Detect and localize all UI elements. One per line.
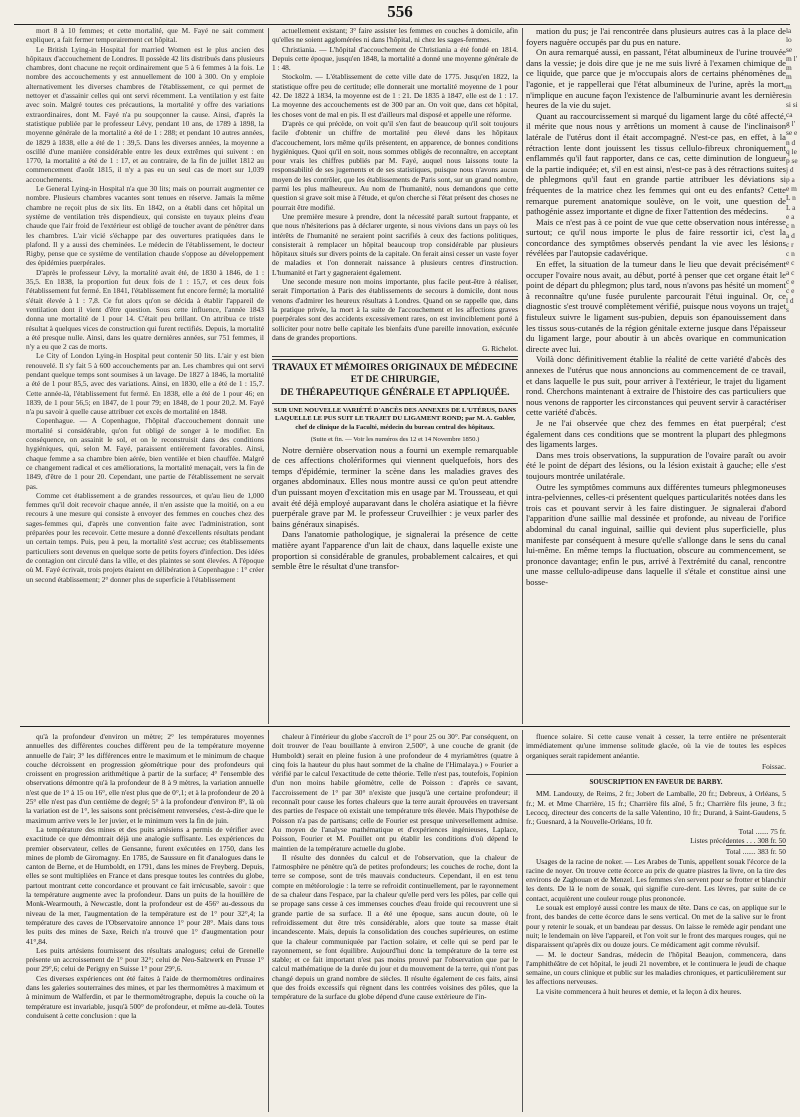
total-label: Total xyxy=(738,826,754,836)
paragraph: D'après le professeur Lévy, la mortalité avait été, de 1830 à 1846, de 1 : 35,5. En 1838, la proportion fut deux fois de 1 : 15,7, et ces deux fois l'établissement fut fermé. En 1841, l'établissement fut encore fermé; la mortalité s'était élevée à 1 : 7,8. Ce fut alors qu'on se décida à établir l'appareil de ventilation dont il vient d'être question. Sous cette influence, l'année 1843 donna une mortalité de 1 pour 14. C'était peu brillant. On attribua ce triste résultat à quelques vices de construction qui furent rectifiés. Depuis, la mortalité a été presque nulle. Ainsi, dans les quatre dernières années, sur 751 femmes, il n'y a eu que 2 cas de morts. xyxy=(26,267,264,352)
column-separator xyxy=(522,28,523,724)
subscription-list xyxy=(526,789,786,856)
column-separator xyxy=(268,730,269,1112)
section-heading: TRAVAUX ET MÉMOIRES ORIGINAUX DE MÉDECINE ET DE CHIRURGIE, xyxy=(272,363,518,385)
paragraph: actuellement existant; 3° faire assister les femmes en couches à domicile, afin qu'elles ne soient agglomérées ni dans l'hôpital, ni chez les sages-femmes. xyxy=(272,26,518,45)
paragraph: mort 8 à 10 femmes; et cette mortalité, que M. Fayé ne sait comment expliquer, a fait fermer temporairement cet hôpital. xyxy=(26,26,264,45)
previous-lists-value: 308 fr. 50 xyxy=(757,835,786,845)
paragraph: Je ne l'ai observée que chez des femmes en état puerpéral; c'est également dans ces conditions que se montrent la plupart des phlegmons des ligaments larges. xyxy=(526,417,786,450)
paragraph: On aura remarqué aussi, en passant, l'état albumineux de l'urine trouvée dans la vessie; je dois dire que je ne me suis livré à l'examen chimique de ce liquide, que parce que je m'occupais alors de certains phénomènes de l'agonie, et je rappellerai que l'état albumineux de l'urine, après la mort, n'implique en aucune façon l'existence de l'albuminurie avant les dernières heures de la vie du sujet. xyxy=(526,47,786,111)
paragraph: Ces diverses expériences ont été faites à l'aide de thermomètres ordinaires dans les galeries souterraines des mines, et par les thermomètres à maximum et à minimum de Walferdin, et par le thermométrographe, depuis la couche où la température est invariable, jusqu'à 500° de profondeur, et même au-delà. Toutes conduisent à cette conclusion : que la xyxy=(26,973,264,1020)
previous-lists-label: Listes précédentes xyxy=(690,835,745,845)
grand-total-row: Total ....... 383 fr. 50 xyxy=(725,847,786,857)
section-subheading: DE THÉRAPEUTIQUE GÉNÉRALE ET APPLIQUÉE. xyxy=(280,388,510,399)
divider xyxy=(272,403,518,404)
subscription-title: SOUSCRIPTION EN FAVEUR DE BARBY. xyxy=(589,778,723,787)
subscription-donors: MM. Landouzy, de Reims, 2 fr.; Jobert de Lamballe, 20 fr.; Debreux, à Orléans, 5 fr.; M. et Mme Charrière, 15 fr.; Charrière fils aîné, 5 fr.; Charrière fils jeune, 3 fr.; Lecocq, directeur des concerts de la salle Valentino, 10 fr.; Durand, à Saint-Gaudens, 5 fr.; Guesnard, à la Nouvelle-Orléans, 10 fr. xyxy=(526,789,786,827)
column-separator xyxy=(522,730,523,1112)
divider xyxy=(526,774,786,775)
paragraph: Voilà donc définitivement établie la réalité de cette variété d'abcès des annexes de l'utérus que nous annoncions au commencement de ce travail, et dans laquelle le pus suit, pour arriver à l'extérieur, le trajet du ligament rond. Cherchons maintenant à extraire de l'histoire des cas particuliers que nous venons de rapporter les circonstances qui peuvent servir à caractériser cette variété d'abcès. xyxy=(526,354,786,418)
top-rule xyxy=(14,24,790,25)
paragraph: Le souak est employé aussi contre les maux de tête. Dans ce cas, on applique sur le front, des bandes de cette écorce dans le sens vertical. On met de la salive sur le front pour y retenir le souak, et un bandeau par dessus. On laisse le remède agir pendant une nuit; le lendemain on lève l'appareil, et l'on voit sur le front des marques rouges, qui ne disparaissent qu'après dix ou douze jours. Ce médicament agit comme révulsif. xyxy=(526,903,786,950)
paragraph: Une première mesure à prendre, dont la nécessité paraît surtout frappante, et que nous n'hésiterions pas à déclarer urgente, si nous vivions dans un pays où les intérêts de l'humanité ne seraient point sacrifiés à ceux des factions politiques, consisterait à remplacer un hôpital beaucoup trop considérable par plusieurs hôpitaux situés sur divers points de la capitale. On ferait ainsi cesser un vaste foyer de maladies et l'on donnerait naissance à plusieurs centres d'instruction. L'humanité et l'art y gagneraient également. xyxy=(272,211,518,277)
paragraph: qu'à la profondeur d'environ un mètre; 2° les températures moyennes annuelles des différentes couches diffèrent peu de la température moyenne annuelle de l'air; 3° les différences entre le maximum et le minimum de chaque couche décroissent en progression géométrique pour des profondeurs qui croissent en progression arithmétique à partir de la surface; 4° l'ensemble des observations démontre qu'à la profondeur de 8 à 9 mètres, la variation annuelle n'est que de 1° à 15 ou 16°, elle n'est plus que de 0°,1; et à la profondeur de 20 à 25° elle n'est pas d'un centième de degré; 5° à la profondeur d'environ 8°, là où la variation est de 1°, les saisons sont précisément renversées, c'est-à-dire que le maximum arrive vers le 1er juvier, et le minimum vers la fin de juin. xyxy=(26,732,264,825)
paragraph: fluence solaire. Si cette cause venait à cesser, la terre entière ne présenterait immédiatement qu'une immense solitude glacée, où la vie de toutes les espèces organiques serait rapidement anéantie. xyxy=(526,732,786,760)
column-1 xyxy=(26,26,264,714)
total-value: 75 fr. xyxy=(770,826,786,836)
paragraph: Quant au raccourcissement si marqué du ligament large du côté affecté, il mérite que nous nous y arrêtions un moment à cause de l'inclinaison latérale de l'utérus dont il était accompagné. N'est-ce pas, en effet, à la rétraction lente dont jouissent les tissus cellulo-fibreux chroniquement enflammés qu'il faut rapporter, dans ce cas, cette diminution de longueur de la partie indiquée; et, s'il en est ainsi, n'est-ce pas à des rétractions suites de phlegmons qu'il faut en grande partie attribuer les déviations si fréquentes de la matrice chez les femmes qui ont eu des enfants? Cette remarque purement anatomique soulève, on le voit, une question de pathogénie assez importante et digne de fixer l'attention des médecins. xyxy=(526,110,786,217)
paragraph: La visite commencera à huit heures et demie, et la leçon à dix heures. xyxy=(536,986,742,996)
feuilleton-rule xyxy=(20,726,790,727)
article-title: SUR UNE NOUVELLE VARIÉTÉ D'ABCÈS DES ANNEXES DE L'UTÉRUS, DANS LAQUELLE LE PUS SUIT LE TRAJET DU LIGAMENT ROND; par M. A. Gubler, chef de clinique de la Faculté, médecin du bureau central des hôpitaux. xyxy=(273,406,517,431)
paragraph: chaleur à l'intérieur du globe s'accroît de 1° pour 25 ou 30°. Par conséquent, on doit trouver de l'eau bouillante à environ 2,500°, à une couche de granit (de Humboldt) serait en pleine fusion à une profondeur de 4 myriamètres (quatre à cinq fois la hauteur du plus haut sommet de la chaîne de l'Himalaya.) » Fourier a vérifié par le calcul l'exactitude de cette théorie. Telle n'est pas, toutefois, l'opinion d'un non moins habile géomètre, celle de Poisson : d'après ce savant, l'accroissement de 1° par 30° n'existe que jusqu'à une certaine profondeur; il reconnaît pour cause les fortes chaleurs que la terre aurait éprouvées en traversant des parties de l'espace où existait une température très élevée. Mais l'hypothèse de Poisson n'a pas de partisans; celle de Fourier est presque universellement admise. Au moyen de l'analyse mathématique et d'expériences ingénieuses, Laplace, Poisson, Fourier et M. Pouillet ont pu établir les conditions d'où dépend le maintien de la température actuelle du globe. xyxy=(272,732,518,853)
paragraph: Mais ce n'est pas à ce point de vue que cette observation nous intéresse surtout; ce qu'il nous importe le plus de faire ressortir ici, c'est la concordance des symptômes observés pendant la vie avec les lésions révélées par l'autopsie cadavérique. xyxy=(526,216,786,259)
paragraph: Le City of London Lying-in Hospital peut contenir 50 lits. L'air y est bien renouvelé. Il s'y fait 5 à 600 accouchements par an. Les chambres qui ont servi pendant quelque temps sont soumises à un lavage. De 1827 à 1846, la mortalité a été de 1 pour 85,5, avec des variations. Ainsi, en 1830, elle a été de 1 : 15,7. Cette année-là, l'établissement fut fermé. En 1838, elle a été de 1 pour 46; en 1839, de 1 pour 56,5; en 1847, de 1 pour 79; en 1848, de 1 pour 20,2. M. Fayé n'a pu savoir à quelle cause attribuer cet excès de mortalité en 1848. xyxy=(26,351,264,417)
paragraph: Il résulte des données du calcul et de l'observation, que la chaleur de l'atmosphère ne pénètre qu'à de petites profondeurs; les couches de roche, dont la terre se compose, sont de très mauvais conducteurs. Cependant, il en est tenu compte en météorologie : la terre se refroidit continuellement, par le rayonnement de sa chaleur dans l'espace, par la chaleur qu'elle perd vers les pôles, par celle qui se propage sans cesse à ces immenses couches d'eau froide qui recouvrent une si grande partie de sa surface. Il a été une époque, sans aucun doute, où le refroidissement dut être très considérable, alors que toute sa masse était incandescente. Mais, depuis la consolidation des couches supérieures, on estime que la chaleur communiquée par l'action solaire, et celle qui se perd par le rayonnement, se font équilibre. Aujourd'hui donc la température de la terre est stable; et ce fait important n'est pas moins prouvé par l'observation que par le calcul mathématique de la durée du jour et du mouvement de la terre, qui n'ont pas changé depuis un grand nombre de siècles. Il résulte également de ces faits, ainsi que des froids excessifs qui règnent dans les contrées voisines des pôles, que la température de la surface du globe dépend d'une cause extérieure de l'in- xyxy=(272,852,518,1002)
column-3 xyxy=(526,26,786,714)
author-signature: Foissac. xyxy=(761,761,786,771)
paragraph: — M. le docteur Sandras, médecin de l'hôpital Beaujon, commencera, dans l'amphithéâtre de cet hôpital, le jeudi 21 novembre, et le continuera le jeudi de chaque semaine, un cours clinique et public sur les maladies chroniques, et particulièrement sur les affections nerveuses. xyxy=(526,949,786,987)
paragraph: mation du pus; je l'ai rencontrée dans plusieurs autres cas à la place de foyers naguère occupés par du pus en nature. xyxy=(526,26,786,47)
paragraph: Notre dernière observation nous a fourni un exemple remarquable de ces affections cholériformes qui viennent quelquefois, hors des temps d'épidémie, terminer la scène dans les maladies graves des organes abdominaux. Elles nous montre aussi ce qu'on peut attendre d'un puissant moyen d'excitation mis en usage par M. Trousseau, et qui avait été déjà employé auparavant dans le choléra asiatique et la fièvre puerpérale grave par M. le professeur Cruveilhier : je veux parler des bains généraux sinapisés. xyxy=(272,444,518,529)
paragraph: Dans mes trois observations, la suppuration de l'ovaire paraît ou avoir été le point de départ des lésions, ou la lésion existait à gauche; elle s'est toujours montrée unilatérale. xyxy=(526,449,786,481)
paragraph: Le General Lying-in Hospital n'a que 30 lits; mais on pourrait augmenter ce nombre. Plusieurs chambres vacantes sont tenues en réserve. Jamais la même chambre ne reçoit plus de six lits. En 1842, on a établi dans cet hôpital un système de ventilation très dispendieux, qui consiste en tuyaux pleins d'eau chaude que l'air froid de l'extérieur est obligé de toucher avant de pénétrer dans les chambres. L'air vicié s'échappe par des ouvertures pratiquées dans le plafond. Il y a aussi des cheminées. Le médecin de l'établissement, le docteur Rigby, pense que ce système de ventilation chaude s'oppose au développement des épidémies puerpérales. xyxy=(26,184,264,268)
paragraph: Les puits artésiens fournissent des résultats analogues; celui de Grenelle présente un accroissement de 1° pour 32°; celui de Neu-Salzwerk en Prusse 1° pour 29°,6; celui de Perigny en Suisse 1° pour 29°,6. xyxy=(26,945,264,974)
paragraph: Stockolm. — L'établissement de cette ville date de 1775. Jusqu'en 1822, la statistique offre peu de certitude; elle donnerait une mortalité moyenne de 1 pour 42. De 1822 à 1834, la moyenne est de 1 : 21. De 1835 à 1847, elle est de 1 : 17. La moyenne des accouchements est de 300 par an. On voit que, dans cet hôpital, les choses vont de mal en pis. Il est d'ailleurs mal disposé et appelle une réforme. xyxy=(272,72,518,119)
author-signature: G. Richelot. xyxy=(482,344,518,354)
grand-total-label: Total xyxy=(725,847,741,857)
article-reference: (Suite et fin. — Voir les numéros des 12 et 14 Novembre 1850.) xyxy=(310,436,480,444)
cut-off-edge-text: la lo se m l' m m m in si si ca g l' se e n d q le p se j d p a e m L n L a e a c n a d c r c n e c a c c e c e l d s xyxy=(786,26,798,314)
column-2 xyxy=(272,26,518,714)
paragraph: Copenhague. — A Copenhague, l'hôpital d'accouchement donnait une mortalité si considérable, qu'on fut obligé de songer à le modifier. En conséquence, on assainit le sol, et on le reconstruisit dans des conditions hygiéniques, qui, selon M. Fayé, paraissent entièrement favorables. Ainsi, chaque femme a sa chambre bien aérée, bien ventilée et bien chauffée. Malgré ce changement radical et ces améliorations, la mortalité menaçait, vers la fin de 1849, d'être de 1 pour 20. Cependant, une partie de l'établissement ne servait pas. xyxy=(26,416,264,491)
feuilleton-column-1 xyxy=(26,732,264,1112)
page-number: 556 xyxy=(387,2,413,21)
subscription-total-row: Total ....... 75 fr. xyxy=(738,826,786,836)
paragraph: Une seconde mesure non moins importante, plus facile peut-être à réaliser, serait l'importation à Paris des établissements de secours à domicile, dont nous venons d'admirer les heureux résultats à Londres. Quand on se rappelle que, dans la pratique privée, la mort à la suite de l'accouchement et les affections graves puerpérales sont des accidents excessivement rares, on est invinciblement porté à solliciter pour notre belle capitale les bienfaits d'une pareille innovation, exécutée dans de grandes proportions. xyxy=(272,277,518,342)
grand-total-value: 383 fr. 50 xyxy=(757,847,786,857)
feuilleton-column-3 xyxy=(526,732,786,1112)
paragraph: La température des mines et des puits artésiens a permis de vérifier avec exactitude ce que démontrait déjà une analogie suffisante. Les expériences du premier observateur, celles de Gensanne, furent exécutées en 1750, dans les mines de plomb de Giromagny. En 1785, de Saussure en fit d'analogues dans le canton de Berne, et de Humboldt, en 1791, dans les mines de Freyberg. Depuis, elles se sont multipliées en France et dans presque toutes les contrées du globe, partout montrant cette concordance et prouvant ce fait irrécusable, savoir : que la température augmente avec la profondeur. Dans un puits de la houillère de Monk-Wearmouth, à Newcastle, dont la profondeur est de 456° au-dessous du niveau de la mer, l'augmentation de la température est de 1° pour 32°,4; la température des caves de l'Observatoire annonce 1° pour 28°. Mais dans tous les puits des mines de Saxe, Reich n'a trouvé que 1° d'augmentation pour 41°,84. xyxy=(26,824,264,946)
paragraph: Le British Lying-in Hospital for married Women est le plus ancien des hôpitaux d'accouchement de Londres. Il possède 42 lits distribués dans plusieurs chambres, dont chacune ne reçoit ordinairement que 5 à 6 femmes à la fois. Le nombre des accouchements y est annuellement de 100 à 300. On y emploie alternativement les diverses chambres de l'établissement, ce qui permet de nettoyer et d'assainir celles qui ont servi récemment. La ventilation y est faite avec soin. Malgré toutes ces précautions, la mortalité y offre des variations extraordinaires, dont M. Fayé n'a pu soupçonner la cause. Ainsi, d'après la statistique publiée par le professeur Lévy, pendant 10 ans, de 1789 à 1898, la moyenne générale de la mortalité a été de 1 : 288; et pendant 10 autres années, de 1829 à 1838, elle a été de 1 : 39,5. Dans les diverses années, la moyenne a oscillé d'une manière considérable entre les deux extrêmes qui suivent : en 1770, la mortalité a été de 1 : 17, et au contraire, de la fin de juillet 1812 au commencement d'août 1815, il n'y a pas eu un seul cas de mort sur 1,039 accouchements. xyxy=(26,44,264,184)
paragraph: Christiania. — L'hôpital d'accouchement de Christiania a été fondé en 1814. Depuis cette époque, jusqu'en 1848, la mortalité a donné une moyenne générale de 1 : 48. xyxy=(272,44,518,73)
paragraph: En effet, la situation de la tumeur dans le lieu que devait précisément occuper l'ovaire nous avait, au début, porté à penser que cet organe était le point de départ du phlegmon; plus tard, nous n'avons pas hésité un moment à reconnaître qu'une fusée purulente parcourait l'étui inguinal. Or, ce diagnostic s'est trouvé complètement vérifié, puisque nous voyons un trajet fistuleux suivre le ligament sus-pubien, depuis son épanouissement dans les tissus sous-cutanés de la région génitale externe jusque dans l'épaisseur du ligament large, pour aboutir à un abcès ovarique en communication directe avec lui. xyxy=(526,259,786,354)
paragraph: Comme cet établissement a de grandes ressources, et qu'au lieu de 1,000 femmes qu'il doit recevoir chaque année, il n'en assiste que la moitié, on a eu recours à une mesure qui consiste à envoyer des femmes en couches chez des sages-femmes qui, d'après une convention faite avec l'administration, sont préparées pour les recevoir. Cette mesure a donné d'excellents résultats pendant un certain temps. Puis, peu à peu, la mortalité s'est accrue; ces établissements particuliers sont devenus en quelque sorte de petits foyers d'infection. Des idées de contagion ont circulé dans la ville, et des plaintes se sont élevées. A l'époque où M. Fayé écrivait, trois projets étaient en délibération à Copenhague : 1° créer un second établissement; 2° donner plus de superficie à l'établissement xyxy=(26,490,264,584)
paragraph: Outre les symptômes communs aux différentes tumeurs phlegmoneuses intra-pelviennes, celles-ci présentent quelques particularités notées dans les trois cas et pouvant servir à les faire distinguer. Je signalerai d'abord l'apparition d'une saillie mal dessinée et profonde, au niveau de l'orifice abdominal du canal inguinal, saillie qui devient plus superficielle, plus manifeste par conséquent à mesure qu'elle s'allonge dans le sens du canal lui-même. En même temps la fluctuation, obscure au commencement, se prononce davantage; enfin le pus, arrivé à l'extrémité du canal, rencontre une masse cellulo-adipeuse dans laquelle il s'étale et constitue ainsi une bosse- xyxy=(526,481,786,587)
paragraph: Dans l'anatomie pathologique, je signalerai la présence de cette matière ayant l'apparence d'un lait de chaux, dans laquelle existe une proportion si considérable de granules, probablement calcaires, et qui semble être le résultat d'une transfor- xyxy=(272,529,518,572)
paragraph: D'après ce qui précède, on voit qu'il s'en faut de beaucoup qu'il soit toujours facile d'obtenir un chiffre de mortalité peu élevé dans les hôpitaux d'accouchement, lors même qu'ils présentent, en apparence, de bonnes conditions hygiéniques. Quoi qu'il en soit, nous sommes obligés de reconnaître, en acceptant pour vrais les chiffres publiés par M. Fayé, auquel nous laissons toute la responsabilité de ses jugements et de ses statistiques, puisque nous n'avons aucun moyen de les contrôler, que les établissements de Paris sont, sur un grand nombre, parmi les plus malheureux. Au nom de l'humanité, nous demandons que cette question si grave soit mise à l'étude, et qu'on cherche si l'état présent des choses ne pourrait être modifié. xyxy=(272,118,518,212)
feuilleton-column-2 xyxy=(272,732,518,1112)
section-divider xyxy=(272,356,518,360)
paragraph: Usages de la racine de noker. — Les Arabes de Tunis, appellent souak l'écorce de la racine de noyer. On trouve cette écorce au prix de quatre piastres la livre, on la tire des environs de Zaghouan et de Menzel. Les femmes s'en servent pour se frotter et blanchir les dents. De là le nom de souak, qui signifie cure-dent. Les lèvres, par suite de ce contact, acquièrent une couleur rouge plus prononcée. xyxy=(526,856,786,903)
column-separator xyxy=(268,28,269,724)
previous-lists-row: Listes précédentes . . . 308 fr. 50 xyxy=(690,835,786,845)
